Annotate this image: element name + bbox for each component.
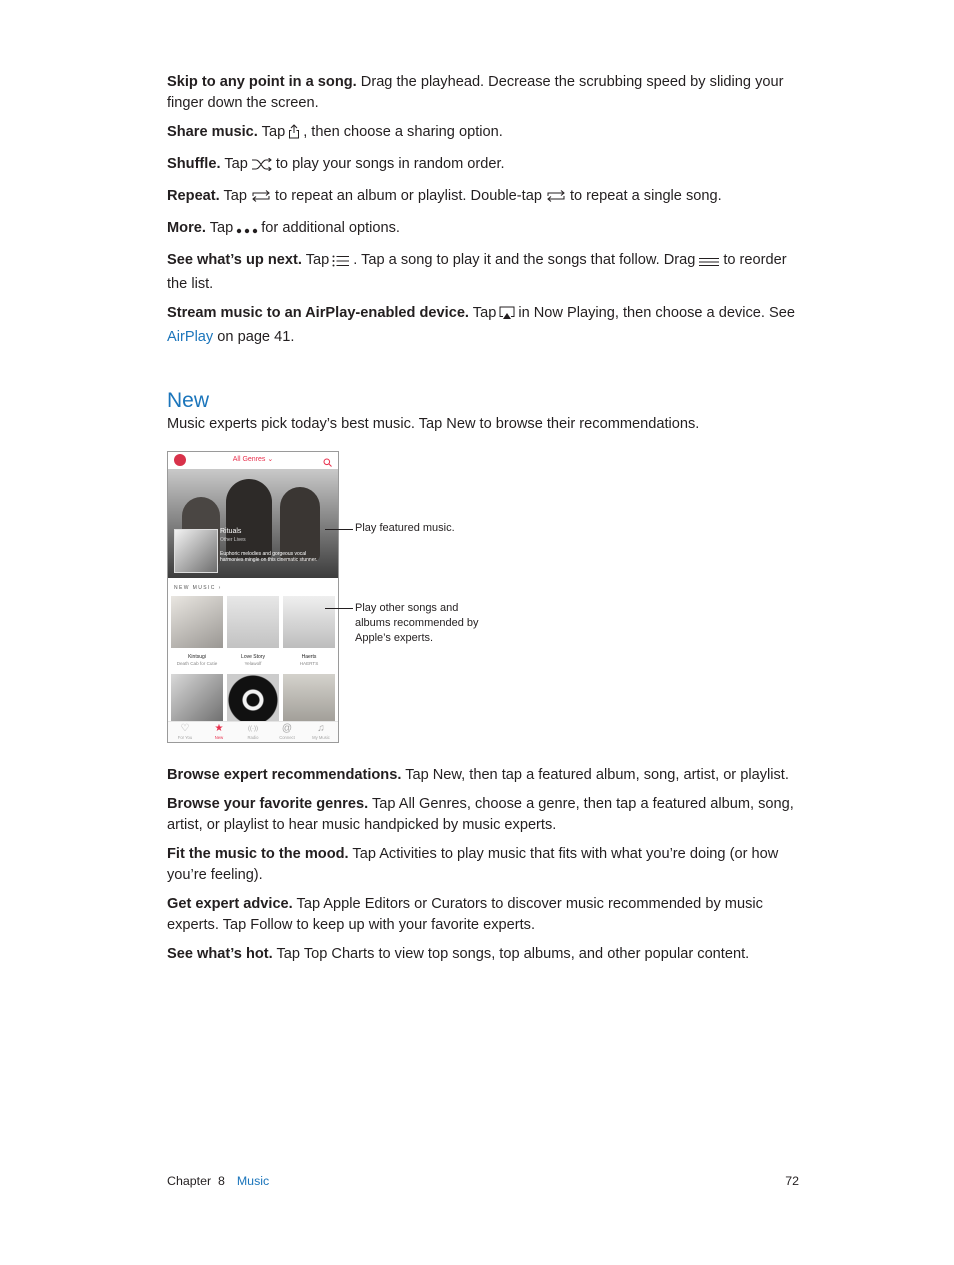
tip-text: Tap Apple Editors or Curators to discover music recommended by music experts. Tap Follow to keep up with your favorite experts. <box>167 896 763 933</box>
chevron-right-icon: › <box>218 585 222 591</box>
tip-lead: More. <box>167 220 206 236</box>
phone-nav-bar <box>168 452 338 469</box>
tip-text: , then choose a sharing option. <box>303 124 503 140</box>
callout-line <box>325 608 353 609</box>
phone-figure <box>167 451 799 757</box>
tip-lead: Browse expert recommendations. <box>167 767 402 783</box>
tip-lead: Skip to any point in a song. <box>167 74 357 90</box>
expert-tips <box>167 765 799 965</box>
featured-banner[interactable] <box>168 469 338 578</box>
tip-share <box>167 122 799 146</box>
callout-recommended: Play other songs and albums recommended by Apple’s experts. <box>355 602 479 644</box>
tip-text: Tap Top Charts to view top songs, top albums, and other popular content. <box>276 946 750 962</box>
tab-label: My Music <box>312 735 330 740</box>
album-tile[interactable] <box>171 674 223 726</box>
repeat-icon <box>250 189 272 210</box>
tip-text: Tap <box>223 188 248 204</box>
tip-repeat <box>167 186 799 210</box>
up-next-icon <box>332 253 350 274</box>
tip-lead: Repeat. <box>167 188 220 204</box>
album-tile[interactable] <box>283 596 335 648</box>
tip-text: Tap <box>472 305 497 321</box>
new-music-label: NEW MUSIC <box>174 585 216 591</box>
tab-new[interactable] <box>202 722 236 740</box>
genres-label: All Genres <box>232 456 266 463</box>
featured-artist: Other Lives <box>220 537 246 543</box>
chapter-number: Chapter 8 <box>167 1174 225 1188</box>
page-number: 72 <box>785 1174 799 1188</box>
chevron-down-icon: ⌄ <box>267 456 274 463</box>
tip-expert-advice <box>167 894 799 936</box>
tip-lead: See what’s hot. <box>167 946 273 962</box>
connect-icon: @ <box>281 723 293 734</box>
tip-lead: Share music. <box>167 124 258 140</box>
tip-browse-genres <box>167 794 799 836</box>
airplay-icon <box>499 306 515 327</box>
tip-text: Tap <box>209 220 234 236</box>
tip-lead: Shuffle. <box>167 156 221 172</box>
all-genres-menu[interactable] <box>168 455 338 463</box>
share-icon <box>288 124 300 146</box>
tab-label: New <box>214 735 224 740</box>
tip-text: to reorder the list. <box>167 252 787 292</box>
new-music-header[interactable] <box>174 585 222 591</box>
tip-text: Tap <box>224 156 248 172</box>
phone-screen <box>167 451 339 743</box>
callout-line <box>325 529 353 530</box>
tip-text: to repeat an album or playlist. Double-tap <box>275 188 542 204</box>
heart-icon: ♡ <box>180 723 190 734</box>
tip-mood <box>167 844 799 886</box>
tab-connect[interactable] <box>270 722 304 740</box>
tip-lead: Browse your favorite genres. <box>167 796 369 812</box>
tip-browse-recommendations <box>167 765 799 786</box>
album-artist: Yelawolf <box>244 661 262 666</box>
tip-text: to repeat a single song. <box>569 188 722 204</box>
star-icon: ★ <box>214 723 224 734</box>
tab-label: For You <box>177 735 193 740</box>
tip-text: . Tap a song to play it and the songs that follow. Drag <box>353 252 696 268</box>
callout-featured: Play featured music. <box>355 522 455 534</box>
featured-description: Euphoric melodies and gorgeous vocal harmonies mingle on this cinematic stunner. <box>220 551 318 563</box>
tip-lead: Stream music to an AirPlay-enabled device. <box>167 305 469 321</box>
reorder-icon <box>698 253 720 274</box>
section-title: New <box>167 389 210 412</box>
repeat-icon <box>545 189 567 210</box>
tip-text: for additional options. <box>261 220 400 236</box>
band-photo <box>280 487 320 561</box>
tip-shuffle <box>167 154 799 178</box>
radio-icon: ((·)) <box>248 726 258 732</box>
tip-more <box>167 218 799 242</box>
featured-title: Rituals <box>220 528 242 535</box>
music-note-icon: ♫ <box>317 723 325 734</box>
tip-lead: Fit the music to the mood. <box>167 846 349 862</box>
tab-my-music[interactable] <box>304 722 338 740</box>
tab-radio[interactable] <box>236 722 270 740</box>
tip-text: in Now Playing, then choose a device. See <box>518 305 795 321</box>
album-title: Love Story <box>241 654 265 660</box>
tab-label: Connect <box>279 735 295 740</box>
album-tile[interactable] <box>171 596 223 648</box>
tip-text: Tap All Genres, choose a genre, then tap a featured album, song, artist, or playlist to hear music handpicked by music experts. <box>167 796 794 833</box>
album-title: Kintsugi <box>188 654 206 660</box>
tip-lead: Get expert advice. <box>167 896 293 912</box>
album-title: Haerts <box>301 654 317 660</box>
tip-airplay <box>167 303 799 348</box>
featured-album-cover[interactable] <box>174 529 218 573</box>
chapter-label <box>167 1174 269 1188</box>
tip-text: to play your songs in random order. <box>275 156 505 172</box>
tip-text: Drag the playhead. Decrease the scrubbing speed by sliding your finger down the screen. <box>167 74 784 111</box>
tip-text: Tap <box>305 252 330 268</box>
album-artist: Death Cab for Cutie <box>176 661 218 666</box>
album-tile[interactable] <box>227 674 279 726</box>
album-artist: HAERTS <box>299 661 319 666</box>
airplay-link[interactable]: AirPlay <box>167 329 214 345</box>
tip-lead: See what’s up next. <box>167 252 302 268</box>
album-tile[interactable] <box>283 674 335 726</box>
chapter-link[interactable]: Music <box>236 1174 270 1188</box>
tip-whats-hot <box>167 944 799 965</box>
tip-text: Tap <box>261 124 286 140</box>
tab-bar <box>168 721 338 742</box>
tip-skip <box>167 72 799 114</box>
tip-text: on page 41. <box>217 329 295 345</box>
page-content <box>167 72 799 973</box>
shuffle-icon <box>251 157 273 178</box>
more-icon <box>236 221 258 242</box>
tip-up-next <box>167 250 799 295</box>
tab-for-you[interactable] <box>168 722 202 740</box>
tip-text: Tap Activities to play music that fits with what you’re doing (or how you’re feeling). <box>167 846 779 883</box>
album-tile[interactable] <box>227 596 279 648</box>
tip-text: Tap New, then tap a featured album, song, artist, or playlist. <box>405 767 789 783</box>
tab-label: Radio <box>247 735 259 740</box>
section-intro: Music experts pick today’s best music. Tap New to browse their recommendations. <box>167 416 700 432</box>
band-photo <box>226 479 272 559</box>
